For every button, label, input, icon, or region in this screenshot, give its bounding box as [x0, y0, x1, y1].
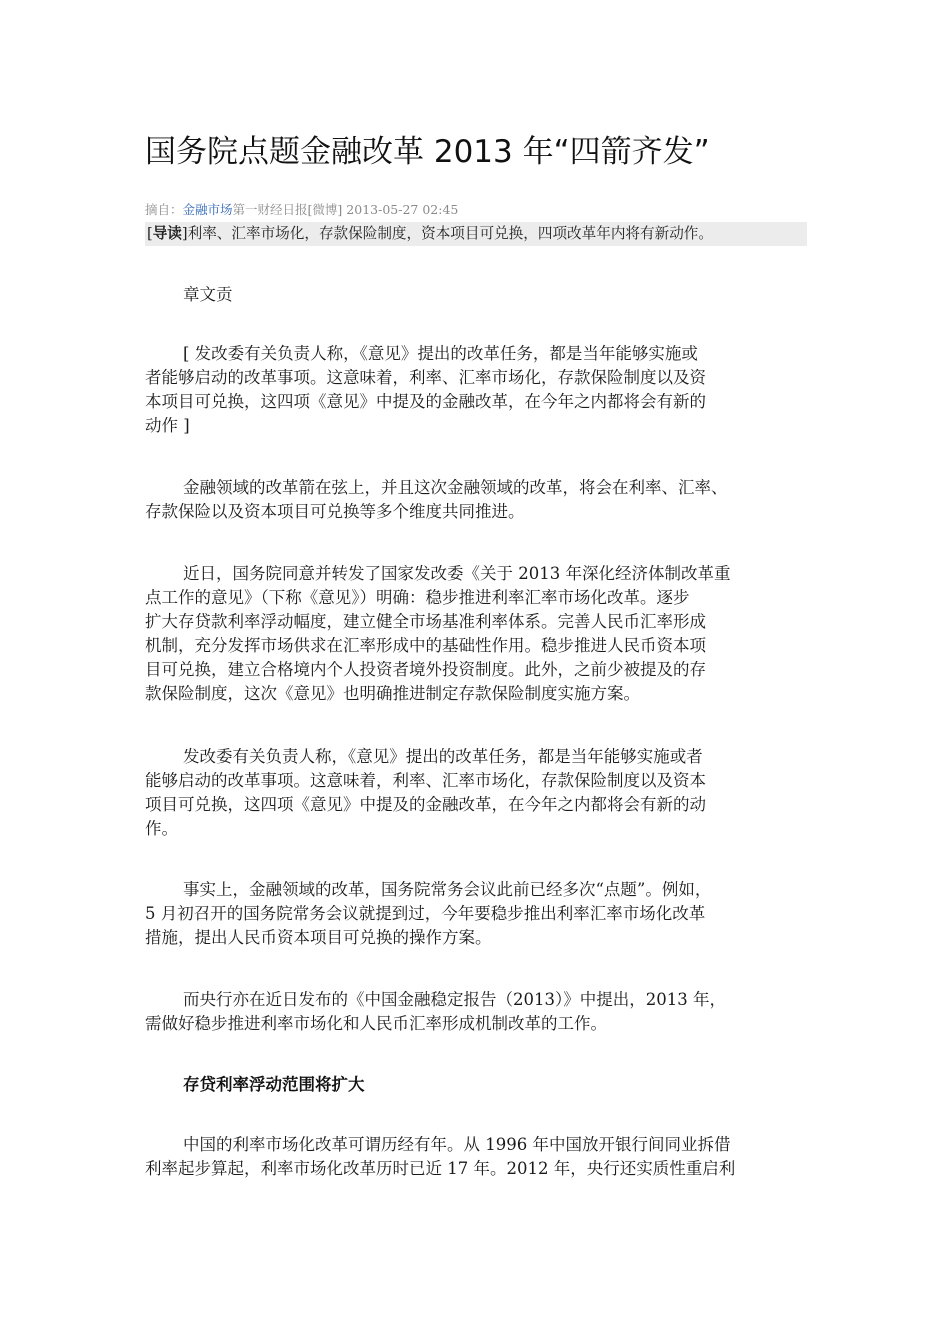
paragraph-line: 措施，提出人民币资本项目可兑换的操作方案。 [145, 928, 492, 947]
paragraph-1 [145, 342, 810, 438]
paragraph-2 [145, 476, 810, 524]
paragraph-line: 需做好稳步推进利率市场化和人民币汇率形成机制改革的工作。 [145, 1014, 607, 1033]
paragraph-line: 发改委有关负责人称，《意见》提出的改革任务，都是当年能够实施或者 [183, 747, 703, 766]
paragraph-line: 动作 ] [145, 416, 190, 435]
paragraph-line: 款保险制度，这次《意见》也明确推进制定存款保险制度实施方案。 [145, 684, 640, 703]
author-name: 章文贡 [183, 285, 233, 304]
weibo-link[interactable]: [微博] [307, 202, 343, 217]
paragraph-line: 项目可兑换，这四项《意见》中提及的金融改革，在今年之内都将会有新的动 [145, 795, 706, 814]
paragraph-line: 点工作的意见》（下称《意见》）明确：稳步推进利率汇率市场化改革。逐步 [145, 588, 690, 607]
paragraph-5 [145, 878, 810, 950]
paragraph-4 [145, 745, 810, 841]
paragraph-line: 近日，国务院同意并转发了国家发改委《关于 2013 年深化经济体制改革重 [183, 564, 731, 583]
paragraph-line: 5 月初召开的国务院常务会议就提到过，今年要稳步推出利率汇率市场化改革 [145, 904, 706, 923]
lead-tag: 导读 [152, 225, 182, 242]
meta-source[interactable]: 第一财经日报 [232, 202, 308, 217]
paragraph-line: 目可兑换，建立合格境内个人投资者境外投资制度。此外，之前少被提及的存 [145, 660, 706, 679]
paragraph-line: [ 发改委有关负责人称，《意见》提出的改革任务，都是当年能够实施或 [183, 344, 698, 363]
article-author [145, 283, 810, 307]
lead-bracket: [ [147, 225, 153, 242]
article-title: 国务院点题金融改革 2013 年“四箭齐发” [145, 134, 710, 170]
article-meta [145, 201, 458, 219]
category-link[interactable]: 金融市场 [182, 202, 233, 217]
paragraph-line: 而央行亦在近日发布的《中国金融稳定报告（2013）》中提出，2013 年， [183, 990, 726, 1009]
paragraph-line: 扩大存贷款利率浮动幅度，建立健全市场基准利率体系。完善人民币汇率形成 [145, 612, 706, 631]
paragraph-line: 机制，充分发挥市场供求在汇率形成中的基础性作用。稳步推进人民币资本项 [145, 636, 706, 655]
paragraph-line: 作。 [145, 819, 178, 838]
paragraph-3 [145, 562, 810, 706]
paragraph-line: 事实上，金融领域的改革，国务院常务会议此前已经多次“点题”。例如， [183, 880, 712, 899]
paragraph-line: 本项目可兑换，这四项《意见》中提及的金融改革，在今年之内都将会有新的 [145, 392, 706, 411]
meta-datetime: 2013-05-27 02:45 [342, 202, 459, 217]
paragraph-7 [145, 1133, 810, 1181]
section-heading: 存贷利率浮动范围将扩大 [183, 1075, 365, 1094]
paragraph-line: 中国的利率市场化改革可谓历经有年。从 1996 年中国放开银行间同业拆借 [183, 1135, 731, 1154]
paragraph-line: 能够启动的改革事项。这意味着，利率、汇率市场化，存款保险制度以及资本 [145, 771, 706, 790]
paragraph-line: 存款保险以及资本项目可兑换等多个维度共同推进。 [145, 502, 525, 521]
article-lead [145, 222, 807, 246]
paragraph-line: 者能够启动的改革事项。这意味着，利率、汇率市场化，存款保险制度以及资 [145, 368, 706, 387]
lead-text: ]利率、汇率市场化，存款保险制度，资本项目可兑换，四项改革年内将有新动作。 [181, 225, 713, 242]
meta-prefix: 摘自： [145, 202, 183, 217]
paragraph-6 [145, 988, 810, 1036]
paragraph-line: 利率起步算起，利率市场化改革历时已近 17 年。2012 年，央行还实质性重启利 [145, 1159, 736, 1178]
paragraph-line: 金融领域的改革箭在弦上，并且这次金融领域的改革，将会在利率、汇率、 [183, 478, 728, 497]
